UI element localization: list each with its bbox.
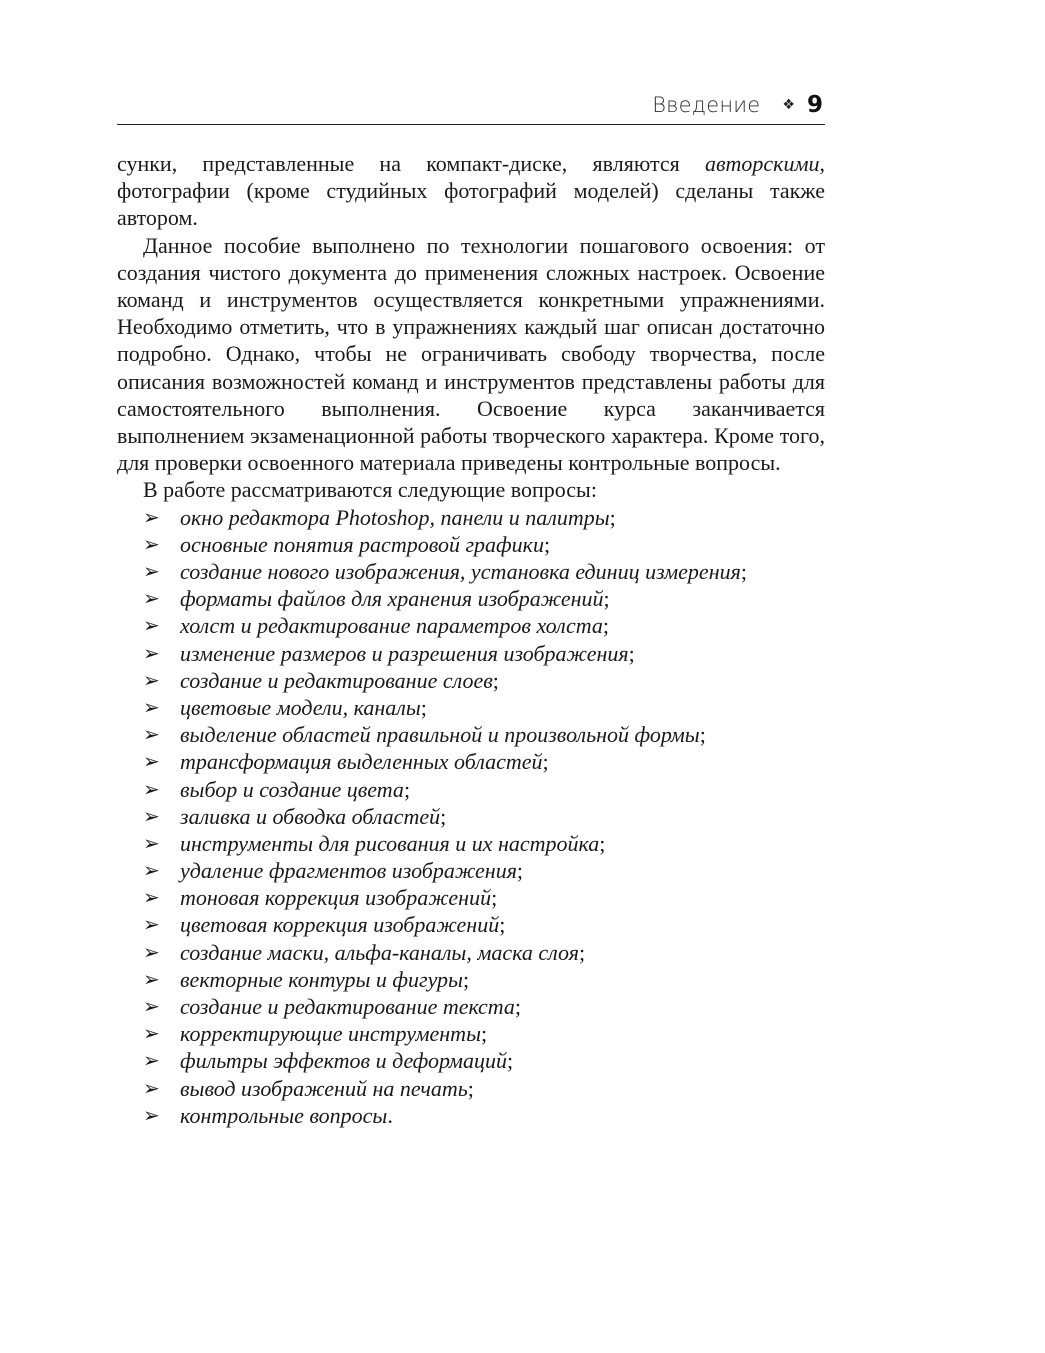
list-item	[117, 1075, 825, 1102]
list-item-punct: ;	[514, 994, 521, 1020]
list-item	[117, 993, 825, 1020]
list-item-text: корректирующие инструменты	[180, 1021, 481, 1047]
list-item-punct: ;	[462, 966, 470, 992]
topics-list	[117, 504, 825, 1129]
list-item-text: окно редактора Photoshop, панели и палитры	[180, 504, 610, 530]
list-item-punct: ;	[609, 504, 616, 530]
arrow-bullet-icon: ➢	[143, 966, 160, 991]
arrow-bullet-icon: ➢	[143, 912, 160, 937]
list-item-punct: ;	[420, 694, 427, 720]
arrow-bullet-icon: ➢	[143, 939, 160, 964]
list-item-text: изменение размеров и разрешения изображения	[180, 640, 629, 666]
paragraph-method: Данное пособие выполнено по технологии пошагового освоения: от создания чистого документа до применения сложных настроек. Освоение команд и инструментов осуществляется конкретными упражнениями. Необходимо отметить, что в упражнениях каждый шаг описан достаточно подробно. Однако, чтобы не ограничивать свободу творчества, после описания возможностей команд и инструментов представлены работы для самостоятельного выполнения. Освоение курса заканчивается выполнением экзаменационной работы творческого характера. Кроме того, для проверки освоенного материала приведены контрольные вопросы.	[117, 232, 825, 476]
list-item	[117, 776, 825, 803]
list-item-punct: ;	[543, 531, 551, 557]
list-item-punct: ;	[492, 667, 499, 693]
list-item	[117, 667, 825, 694]
list-item	[117, 884, 825, 911]
list-item-punct: ;	[699, 722, 706, 748]
list-item	[117, 585, 825, 612]
arrow-bullet-icon: ➢	[143, 858, 160, 883]
list-item	[117, 911, 825, 938]
arrow-bullet-icon: ➢	[143, 722, 160, 747]
arrow-bullet-icon: ➢	[143, 1021, 160, 1046]
list-item	[117, 1047, 825, 1074]
list-item-punct: ;	[467, 1075, 474, 1101]
arrow-bullet-icon: ➢	[143, 776, 160, 801]
paragraph-1-end: , фотографии (кроме студийных фотографий моделей) сделаны также автором.	[117, 151, 825, 231]
paragraph-topics-intro: В работе рассматриваются следующие вопросы:	[143, 477, 597, 503]
list-item-punct: ;	[740, 559, 747, 585]
paragraph-1-start: сунки, представленные на компакт-диске, являются	[117, 151, 705, 176]
list-item	[117, 966, 825, 993]
list-item-text: удаление фрагментов изображения	[180, 858, 517, 884]
arrow-bullet-icon: ➢	[143, 694, 160, 719]
running-header-content	[652, 92, 823, 118]
list-item-punct: ;	[602, 613, 610, 639]
list-item-punct: ;	[491, 885, 498, 911]
arrow-bullet-icon: ➢	[143, 504, 160, 529]
list-item-text: создание нового изображения, установка единиц измерения	[180, 559, 741, 585]
list-item-punct: ;	[506, 1048, 514, 1074]
list-item-text: контрольные вопросы	[180, 1102, 388, 1128]
list-item	[117, 504, 825, 531]
list-item-text: выбор и создание цвета	[180, 776, 404, 802]
list-item-punct: ;	[603, 586, 610, 612]
list-item	[117, 830, 825, 857]
page-number: 9	[806, 92, 823, 118]
arrow-bullet-icon: ➢	[143, 613, 160, 638]
list-item-text: цветовая коррекция изображений	[180, 912, 500, 938]
paragraph-continuation	[117, 150, 825, 232]
list-item-punct: ;	[516, 858, 524, 884]
arrow-bullet-icon: ➢	[143, 531, 160, 556]
running-header	[117, 88, 825, 125]
list-item-punct: ;	[480, 1021, 488, 1047]
list-item	[117, 612, 825, 639]
list-item	[117, 803, 825, 830]
list-item-text: заливка и обводка областей	[180, 803, 441, 829]
arrow-bullet-icon: ➢	[143, 803, 160, 828]
list-item-text: создание и редактирование слоев	[180, 667, 493, 693]
list-item	[117, 857, 825, 884]
list-item-punct: ;	[403, 776, 411, 802]
list-item-text: вывод изображений на печать	[180, 1075, 468, 1101]
ornament-diamond-icon: ❖	[782, 97, 795, 113]
emphasis-text: авторскими	[704, 151, 820, 176]
list-item-punct: ;	[578, 939, 586, 965]
list-item	[117, 640, 825, 667]
list-item-text: тоновая коррекция изображений	[180, 885, 492, 911]
list-item-text: основные понятия растровой графики	[180, 531, 544, 557]
list-item	[117, 1102, 825, 1129]
arrow-bullet-icon: ➢	[143, 667, 160, 692]
arrow-bullet-icon: ➢	[143, 749, 160, 774]
list-item-text: цветовые модели, каналы	[180, 694, 421, 720]
list-item	[117, 694, 825, 721]
list-item	[117, 531, 825, 558]
list-item-text: трансформация выделенных областей	[180, 749, 543, 775]
list-item-text: форматы файлов для хранения изображений	[180, 586, 604, 612]
arrow-bullet-icon: ➢	[143, 1075, 160, 1100]
arrow-bullet-icon: ➢	[143, 885, 160, 910]
arrow-bullet-icon: ➢	[143, 559, 160, 584]
list-item	[117, 1020, 825, 1047]
arrow-bullet-icon: ➢	[143, 1102, 160, 1127]
list-item	[117, 721, 825, 748]
arrow-bullet-icon: ➢	[143, 1048, 160, 1073]
list-item	[117, 748, 825, 775]
list-item-text: фильтры эффектов и деформаций	[180, 1048, 507, 1074]
list-item-punct: ;	[628, 640, 635, 666]
arrow-bullet-icon: ➢	[143, 830, 160, 855]
list-item-punct: ;	[542, 749, 549, 775]
list-item-text: создание и редактирование текста	[180, 994, 515, 1020]
list-item-text: выделение областей правильной и произвольной формы	[180, 722, 700, 748]
list-item	[117, 939, 825, 966]
list-item-punct: ;	[440, 803, 447, 829]
list-item-punct: ;	[499, 912, 506, 938]
arrow-bullet-icon: ➢	[143, 994, 160, 1019]
arrow-bullet-icon: ➢	[143, 640, 160, 665]
section-title: Введение	[652, 93, 761, 117]
list-item-text: создание маски, альфа-каналы, маска слоя	[180, 939, 579, 965]
arrow-bullet-icon: ➢	[143, 586, 160, 611]
list-item-text: векторные контуры и фигуры	[180, 966, 463, 992]
list-item-text: инструменты для рисования и их настройка	[180, 830, 600, 856]
list-item	[117, 558, 825, 585]
list-item-punct: ;	[599, 830, 606, 856]
list-item-text: холст и редактирование параметров холста	[180, 613, 603, 639]
list-item-punct: .	[387, 1102, 393, 1128]
body-text	[117, 150, 825, 1129]
